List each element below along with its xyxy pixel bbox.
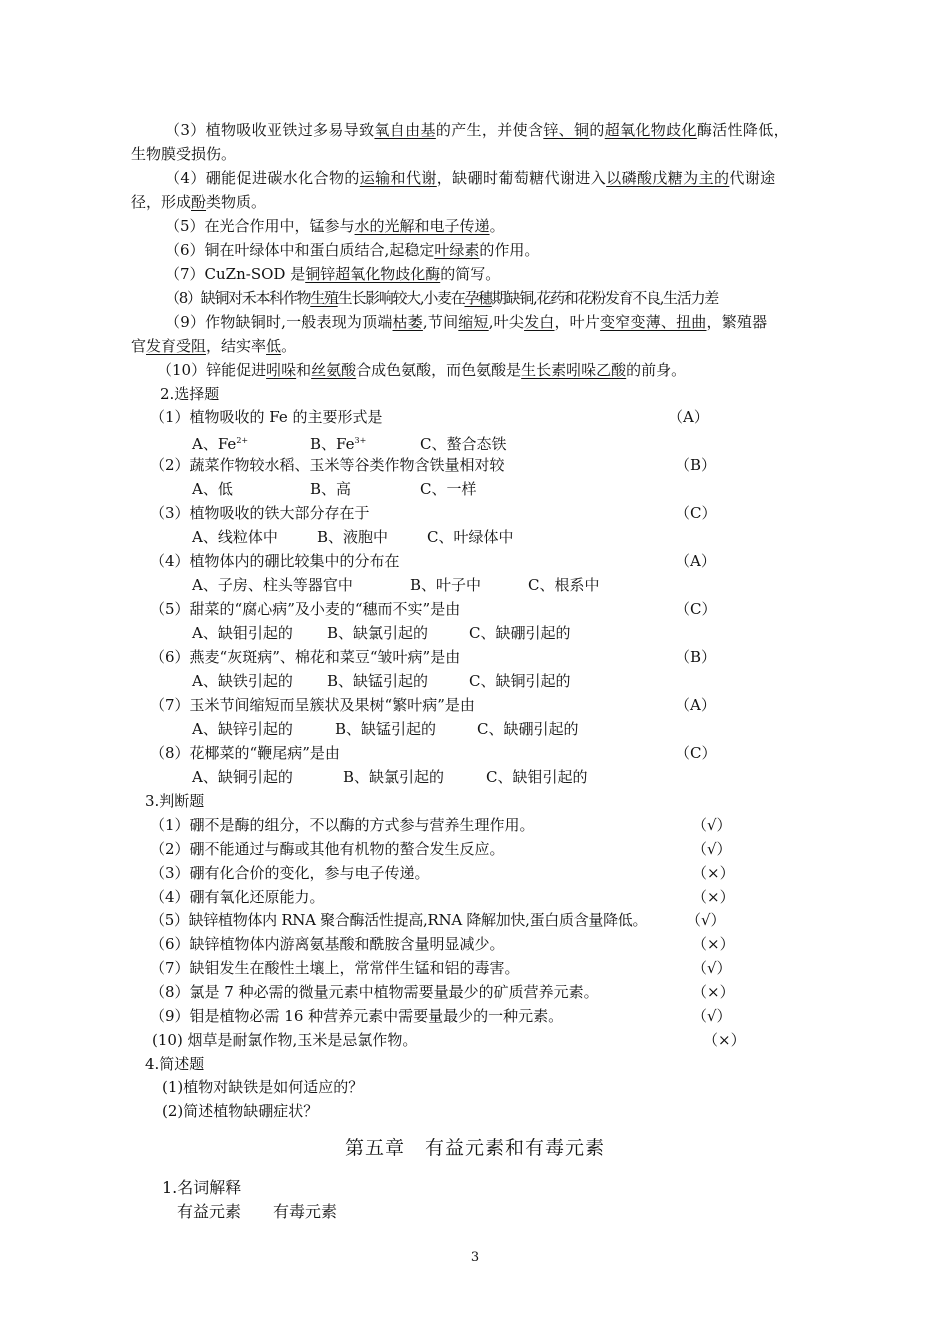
option-a: A、线粒体中 [192, 528, 278, 546]
choice-options [192, 575, 599, 595]
judge-answer: （×） [692, 935, 735, 953]
section-title-judge: 3.判断题 [145, 792, 205, 810]
terms-list: 有益元素 有毒元素 [177, 1202, 338, 1221]
option-a: A、子房、柱头等器官中 [192, 576, 353, 594]
judge-question: （8）氯是 7 种必需的微量元素中植物需要量最少的矿质营养元素。 [150, 983, 599, 1001]
answer-blank: 生殖 [310, 289, 338, 307]
choice-answer: （A） [668, 408, 709, 426]
judge-answer: （√） [692, 1007, 732, 1025]
choice-question: （8）花椰菜的“鞭尾病”是由 [150, 744, 340, 762]
fill-q9-cont: 官发育受阻，结实率低。 [131, 337, 297, 355]
fill-q8: （8）缺铜对禾本科作物生殖生长影响较大,小麦在孕穗期缺铜,花药和花粉发育不良,生活力差 [165, 289, 718, 307]
answer-blank: 水的光解和电子传递 [354, 217, 490, 235]
fill-q5: （5）在光合作用中，锰参与水的光解和电子传递。 [165, 217, 505, 235]
fill-q10: （10）锌能促进吲哚和丝氨酸合成色氨酸，而色氨酸是生长素吲哚乙酸的前身。 [157, 361, 687, 379]
choice-question: （6）燕麦“灰斑病”、棉花和菜豆“皱叶病”是由 [150, 648, 461, 666]
option-c: C、缺铜引起的 [469, 672, 571, 690]
answer-blank: 变窄变薄、扭曲 [600, 313, 707, 331]
judge-question: （7）缺钼发生在酸性土壤上，常常伴生锰和铝的毒害。 [150, 959, 520, 977]
option-c: C、缺钼引起的 [486, 768, 588, 786]
answer-blank: 低 [266, 337, 282, 355]
short-question: (2)简述植物缺硼症状？ [162, 1102, 319, 1120]
answer-blank: 丝氨酸 [311, 361, 357, 379]
option-a: A、$Fe^{2+}$ [192, 435, 249, 453]
judge-question: （3）硼有化合价的变化，参与电子传递。 [150, 864, 430, 882]
option-c: C、一样 [420, 480, 477, 498]
short-question: (1)植物对缺铁是如何适应的？ [162, 1078, 364, 1096]
option-c: C、螯合态铁 [420, 435, 507, 453]
answer-blank: 以磷酸戊糖为主的 [606, 169, 730, 187]
judge-answer: （×） [692, 983, 735, 1001]
answer-blank: 锌、铜 [543, 121, 590, 139]
choice-question: （7）玉米节间缩短而呈簇状及果树“繁叶病”是由 [150, 696, 475, 714]
section-title-short: 4.简述题 [145, 1055, 205, 1073]
fill-q6: （6）铜在叶绿体中和蛋白质结合,起稳定叶绿素的作用。 [165, 241, 540, 259]
section-title-terms: 1.名词解释 [162, 1178, 242, 1197]
answer-blank: 吲哚 [266, 361, 297, 379]
fill-q3-cont: 生物膜受损伤。 [131, 145, 237, 163]
answer-blank: 发白 [524, 313, 555, 331]
option-b: B、缺锰引起的 [335, 720, 437, 738]
option-b: B、缺氯引起的 [327, 624, 429, 642]
answer-blank: 发育受阻 [146, 337, 207, 355]
option-b: B、叶子中 [410, 576, 482, 594]
judge-question: （2）硼不能通过与酶或其他有机物的螯合发生反应。 [150, 840, 505, 858]
answer-blank: 叶绿素 [434, 241, 480, 259]
answer-blank: 生长素吲哚乙酸 [521, 361, 627, 379]
judge-question: （9）钼是植物必需 16 种营养元素中需要量最少的一种元素。 [150, 1007, 564, 1025]
judge-answer: （√） [686, 911, 726, 929]
choice-options [192, 431, 506, 454]
choice-answer: （B） [675, 456, 717, 474]
answer-blank: 超氧化物歧化 [604, 121, 697, 139]
answer-blank: 枯萎 [392, 313, 423, 331]
choice-question: （4）植物体内的硼比较集中的分布在 [150, 552, 400, 570]
option-c: C、缺硼引起的 [477, 720, 579, 738]
option-b: B、缺锰引起的 [327, 672, 429, 690]
choice-question: （3）植物吸收的铁大部分存在于 [150, 504, 370, 522]
fill-q9: （9）作物缺铜时,一般表现为顶端枯萎,节间缩短,叶尖发白，叶片变窄变薄、扭曲，繁殖器 [165, 313, 768, 331]
answer-blank: 铜锌超氧化物歧化酶 [305, 265, 441, 283]
judge-question: (10) 烟草是耐氯作物,玉米是忌氯作物。 [152, 1031, 418, 1049]
choice-answer: （C） [675, 504, 717, 522]
option-b: B、缺氯引起的 [343, 768, 445, 786]
option-c: C、缺硼引起的 [469, 624, 571, 642]
choice-options [192, 527, 513, 547]
choice-options [192, 479, 476, 499]
judge-answer: （√） [692, 840, 732, 858]
choice-options [192, 623, 570, 643]
choice-options [192, 767, 587, 787]
judge-answer: （×） [703, 1031, 746, 1049]
answer-blank: 孕穗 [464, 289, 492, 307]
judge-question: （6）缺锌植物体内游离氨基酸和酰胺含量明显减少。 [150, 935, 505, 953]
choice-options [192, 719, 578, 739]
fill-q7: （7）CuZn-SOD 是铜锌超氧化物歧化酶的简写。 [165, 265, 501, 283]
section-title-choice: 2.选择题 [160, 385, 220, 403]
judge-answer: （√） [692, 959, 732, 977]
answer-blank: 缩短 [458, 313, 489, 331]
judge-question: （4）硼有氧化还原能力。 [150, 888, 325, 906]
option-a: A、缺铜引起的 [192, 768, 293, 786]
answer-blank: 氧自由基 [374, 121, 436, 139]
option-c: C、叶绿体中 [427, 528, 514, 546]
fill-q4-cont: 径，形成酚类物质。 [131, 193, 267, 211]
judge-answer: （×） [692, 864, 735, 882]
choice-answer: （B） [675, 648, 717, 666]
choice-answer: （A） [675, 552, 716, 570]
fill-q4: （4）硼能促进碳水化合物的运输和代谢，缺硼时葡萄糖代谢进入以磷酸戊糖为主的代谢途 [165, 169, 776, 187]
option-b: B、高 [310, 480, 352, 498]
option-a: A、缺钼引起的 [192, 624, 293, 642]
judge-answer: （×） [692, 888, 735, 906]
choice-question: （5）甜菜的“腐心病”及小麦的“穗而不实”是由 [150, 600, 461, 618]
judge-question: （5）缺锌植物体内 RNA 聚合酶活性提高,RNA 降解加快,蛋白质含量降低。 [150, 911, 648, 929]
choice-answer: （C） [675, 744, 717, 762]
choice-question: （2）蔬菜作物较水稻、玉米等谷类作物含铁量相对较 [150, 456, 505, 474]
chapter-title: 第五章 有益元素和有毒元素 [344, 1137, 605, 1159]
judge-answer: （√） [692, 816, 732, 834]
option-b: B、$Fe^{3+}$ [310, 435, 367, 453]
answer-blank: 运输和代谢 [359, 169, 437, 187]
page-number: 3 [470, 1250, 480, 1265]
option-a: A、缺锌引起的 [192, 720, 293, 738]
fill-q3: （3）植物吸收亚铁过多易导致氧自由基的产生，并使含锌、铜的超氧化物歧化酶活性降低， [165, 121, 789, 139]
choice-question: （1）植物吸收的 Fe 的主要形式是 [150, 408, 383, 426]
option-b: B、液胞中 [317, 528, 389, 546]
choice-answer: （C） [675, 600, 717, 618]
option-a: A、缺铁引起的 [192, 672, 293, 690]
choice-options [192, 671, 570, 691]
judge-question: （1）硼不是酶的组分，不以酶的方式参与营养生理作用。 [150, 816, 535, 834]
option-a: A、低 [192, 480, 233, 498]
answer-blank: 酚 [191, 193, 207, 211]
choice-answer: （A） [675, 696, 716, 714]
option-c: C、根系中 [528, 576, 600, 594]
